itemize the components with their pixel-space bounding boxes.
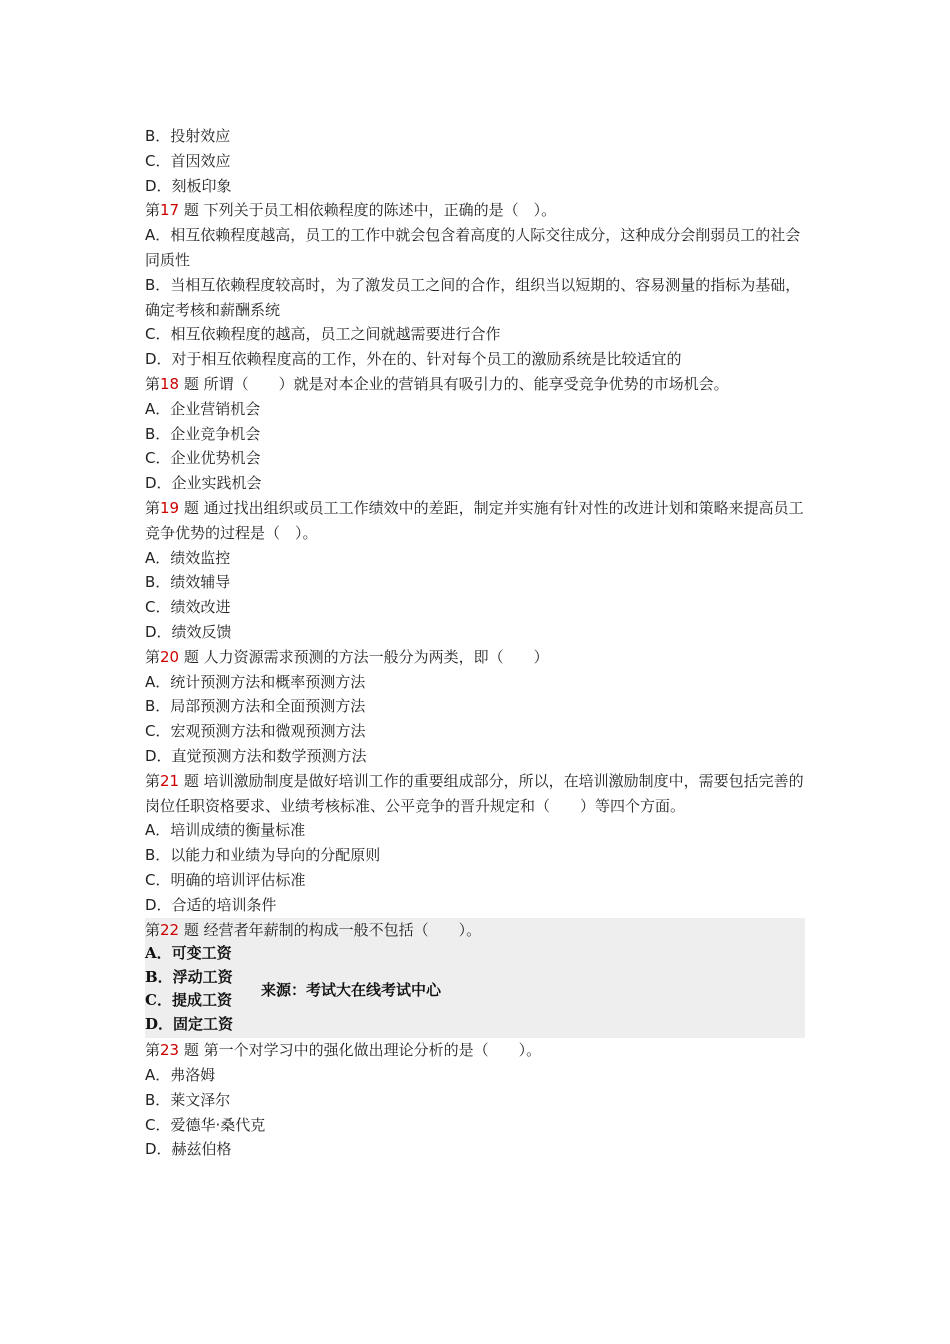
option-line: C．宏观预测方法和微观预测方法 [145,722,366,741]
option-line: B．企业竞争机会 [145,424,261,443]
option-line: D．合适的培训条件 [145,895,277,914]
document-page [145,124,805,1162]
option-line: B．当相互依赖程度较高时，为了激发员工之间的合作，组织当以短期的、容易测量的指标为基础，确定考核和薪酬系统 [145,275,801,319]
option-line: C．企业优势机会 [145,449,261,468]
question-text: 题 所谓（ ）就是对本企业的营销具有吸引力的、能享受竞争优势的市场机会。 [183,374,729,393]
question-prefix: 第 [145,201,161,220]
question-20 [145,645,805,670]
option-line: B．莱文泽尔 [145,1090,231,1109]
option-line: B．投射效应 [145,127,231,145]
option-line: C．提成工资 [145,991,232,1010]
option-line: B．以能力和业绩为导向的分配原则 [145,846,381,865]
option-line: D．直觉预测方法和数学预测方法 [145,746,367,765]
question-prefix: 第 [145,920,161,939]
option-line: D．固定工资 [145,1014,234,1033]
question-text: 题 下列关于员工相依赖程度的陈述中，正确的是（ ）。 [183,201,557,220]
question-text: 题 经营者年薪制的构成一般不包括（ ）。 [183,920,482,939]
option-line: D．刻板印象 [145,176,232,195]
question-22-block [145,918,805,1039]
question-number: 20 [160,647,180,666]
source-watermark: 来源：考试大在线考试中心 [261,981,442,1000]
option-line: C．绩效改进 [145,598,231,617]
question-number: 19 [160,498,180,517]
option-line: A．企业营销机会 [145,399,261,418]
option-line: C．明确的培训评估标准 [145,870,306,889]
question-21 [145,769,805,819]
question-number: 17 [160,201,180,220]
option-line: B．局部预测方法和全面预测方法 [145,697,366,716]
option-line: C．爱德华·桑代克 [145,1115,266,1134]
question-prefix: 第 [145,1041,161,1060]
question-number: 21 [160,771,180,790]
question-number: 18 [160,374,180,393]
option-line: C．首因效应 [145,151,231,170]
option-line: D．对于相互依赖程度高的工作，外在的、针对每个员工的激励系统是比较适宜的 [145,350,682,369]
question-prefix: 第 [145,498,161,517]
option-line: B．浮动工资 [145,967,233,986]
option-line: A．绩效监控 [145,548,231,567]
option-line: A．相互依赖程度越高，员工的工作中就会包含着高度的人际交往成分，这种成分会削弱员工的社会同质性 [145,226,801,269]
question-22 [145,918,805,943]
question-number: 23 [160,1041,180,1060]
option-line: C．相互依赖程度的越高，员工之间就越需要进行合作 [145,325,501,344]
question-text: 题 人力资源需求预测的方法一般分为两类，即（ ） [183,647,549,666]
question-18 [145,372,805,397]
option-line: A．统计预测方法和概率预测方法 [145,672,366,691]
question-17 [145,198,805,223]
option-line: D．绩效反馈 [145,622,232,641]
question-text: 题 通过找出组织或员工工作绩效中的差距，制定并实施有针对性的改进计划和策略来提高员工竞争优势的过程是（ ）。 [145,498,804,542]
options-image [145,942,805,1038]
question-19 [145,496,805,546]
question-text: 题 第一个对学习中的强化做出理论分析的是（ ）。 [183,1041,542,1060]
option-line: D．赫兹伯格 [145,1140,232,1159]
question-number: 22 [160,920,180,939]
question-prefix: 第 [145,647,161,666]
question-prefix: 第 [145,374,161,393]
option-line: A．可变工资 [145,944,232,963]
question-text: 题 培训激励制度是做好培训工作的重要组成部分，所以，在培训激励制度中，需要包括完善的岗位任职资格要求、业绩考核标准、公平竞争的晋升规定和（ ）等四个方面。 [145,771,804,815]
question-23 [145,1038,805,1063]
option-line: A．弗洛姆 [145,1066,216,1085]
option-line: B．绩效辅导 [145,573,231,592]
option-line: A．培训成绩的衡量标准 [145,821,306,840]
question-prefix: 第 [145,771,161,790]
option-line: D．企业实践机会 [145,474,262,493]
